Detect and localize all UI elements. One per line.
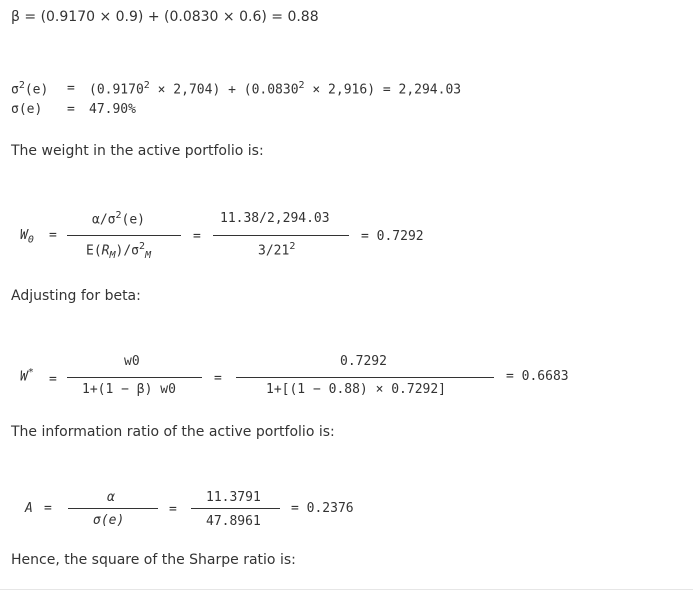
a-numerator-1: α [107, 490, 115, 505]
den1-sup: 2 [139, 241, 146, 252]
w0-equals-1: = [49, 228, 57, 243]
exponent: 2 [18, 80, 25, 91]
wstar-denominator-1: 1+(1 − β) w0 [82, 382, 176, 397]
a-equals-1: = [44, 501, 52, 516]
a-lhs: A [25, 501, 33, 516]
a-denominator-1: σ(e) [93, 513, 125, 528]
rhs-sup-a: 2 [143, 80, 150, 91]
a-numerator-2: 11.3791 [206, 490, 261, 505]
w-symbol: W [20, 369, 28, 385]
w0-numerator-1 [92, 210, 145, 227]
w0-equals-2: = [193, 229, 201, 244]
a-fraction-bar-1 [68, 508, 158, 509]
rhs-part-b: × 2,704) + (0.0830 [149, 82, 299, 98]
den1-sub: M [145, 249, 152, 261]
den1-r: R [101, 243, 110, 259]
num1-sup: 2 [115, 210, 122, 221]
rhs-part-a: (0.9170 [89, 82, 144, 98]
stddev-equals: = [67, 102, 75, 117]
residual-stddev-lhs: σ(e) [11, 102, 43, 117]
beta-equation: β = (0.9170 × 0.9) + (0.0830 × 0.6) = 0.88 [11, 9, 319, 25]
wstar-lhs [20, 367, 34, 384]
den1-r-sub: M [109, 249, 116, 261]
a-equals-2: = [169, 502, 177, 517]
rhs-part-c: × 2,916) = 2,294.03 [304, 82, 462, 98]
w-symbol: W [20, 228, 28, 243]
text-weight-active: The weight in the active portfolio is: [11, 143, 264, 159]
den1-sigma: )/σ [115, 243, 139, 259]
sigma-symbol: σ [11, 82, 19, 98]
w0-lhs [20, 228, 34, 246]
text-adjust-beta: Adjusting for beta: [11, 288, 141, 304]
star-superscript: * [27, 367, 34, 378]
wstar-numerator-2: 0.7292 [340, 354, 387, 369]
variance-equals: = [67, 81, 75, 96]
wstar-numerator-1: w0 [124, 354, 140, 369]
w0-numerator-2: 11.38/2,294.03 [220, 211, 330, 226]
w0-fraction-bar-2 [213, 235, 349, 236]
w-subscript: 0 [27, 234, 34, 246]
w0-denominator-2 [258, 241, 295, 258]
a-result: = 0.2376 [291, 501, 354, 516]
wstar-equals-1: = [49, 372, 57, 387]
a-denominator-2: 47.8961 [206, 514, 261, 529]
wstar-denominator-2: 1+[(1 − 0.88) × 0.7292] [266, 382, 447, 397]
bottom-divider [0, 589, 693, 590]
wstar-fraction-bar-2 [236, 377, 494, 378]
wstar-equals-2: = [214, 371, 222, 386]
den2-sup: 2 [289, 241, 296, 252]
w0-denominator-1 [86, 241, 151, 261]
a-fraction-bar-2 [191, 508, 280, 509]
residual-variance-rhs [89, 80, 461, 97]
text-sharpe: Hence, the square of the Sharpe ratio is: [11, 552, 296, 568]
w0-result: = 0.7292 [361, 229, 424, 244]
lhs-argument: (e) [24, 82, 49, 98]
w0-fraction-bar-1 [67, 235, 181, 236]
residual-stddev-rhs: 47.90% [89, 102, 136, 117]
residual-variance-lhs [11, 80, 48, 97]
num1-tail: (e) [121, 212, 145, 228]
rhs-sup-b: 2 [298, 80, 305, 91]
wstar-fraction-bar-1 [67, 377, 202, 378]
text-info-ratio: The information ratio of the active portfolio is: [11, 424, 335, 440]
wstar-result: = 0.6683 [506, 369, 569, 384]
den1-e: E( [86, 243, 102, 259]
den2-base: 3/21 [258, 243, 290, 259]
alpha-over-sigma: α/σ [92, 212, 116, 228]
